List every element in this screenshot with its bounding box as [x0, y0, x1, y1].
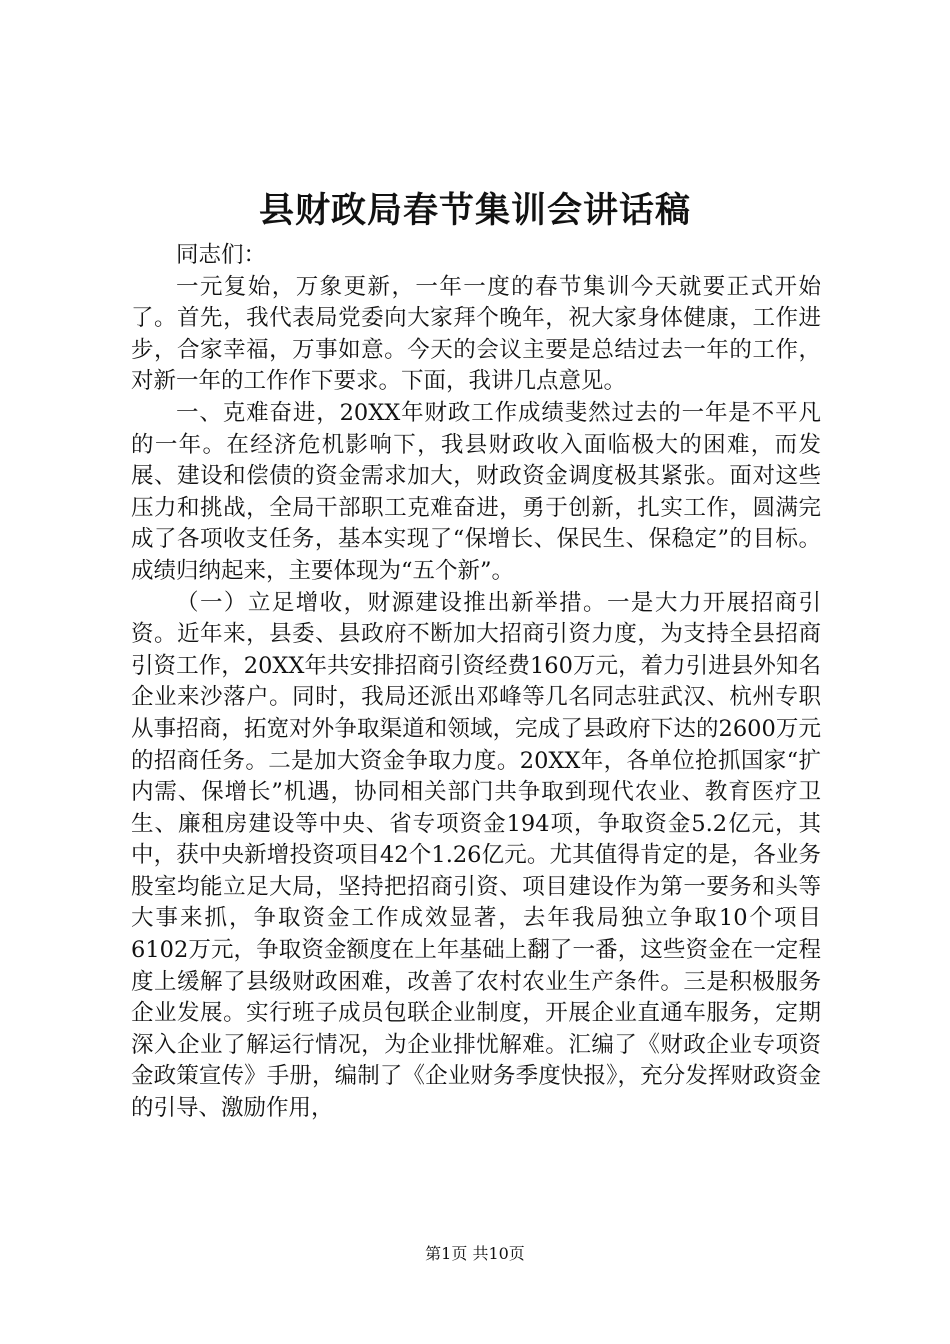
document-title: 县财政局春节集训会讲话稿: [258, 190, 691, 231]
subsection-one-paragraph: （一）立足增收，财源建设推出新举措。一是大力开展招商引资。近年来，县委、县政府不断加大招商引资力度，为支持全县招商引资工作，20XX年共安排招商引资经费160万元，着力引进县外知名企业来沙落户。同时，我局还派出邓峰等几名同志驻武汉、杭州专职从事招商，拓宽对外争取渠道和领域，完成了县政府下达的2600万元的招商任务。二是加大资金争取力度。20XX年，各单位抢抓国家“扩内需、保增长”机遇，协同相关部门共争取到现代农业、教育医疗卫生、廉租房建设等中央、省专项资金194项，争取资金5.2亿元，其中，获中央新增投资项目42个1.26亿元。尤其值得肯定的是，各业务股室均能立足大局，坚持把招商引资、项目建设作为第一要务和头等大事来抓，争取资金工作成效显著，去年我局独立争取10个项目6102万元，争取资金额度在上年基础上翻了一番，这些资金在一定程度上缓解了县级财政困难，改善了农村农业生产条件。三是积极服务企业发展。实行班子成员包联企业制度，开展企业直通车服务，定期深入企业了解运行情况，为企业排忧解难。汇编了《财政企业专项资金政策宣传》手册，编制了《企业财务季度快报》，充分发挥财政资金的引导、激励作用，: [131, 589, 821, 1122]
page-number: 第1页 共10页: [425, 1244, 525, 1263]
section-one-paragraph: 一、克难奋进，20XX年财政工作成绩斐然过去的一年是不平凡的一年。在经济危机影响下，我县财政收入面临极大的困难，而发展、建设和偿债的资金需求加大，财政资金调度极其紧张。面对这些压力和挑战，全局干部职工克难奋进，勇于创新，扎实工作，圆满完成了各项收支任务，基本实现了“保增长、保民生、保稳定”的目标。成绩归纳起来，主要体现为“五个新”。: [131, 399, 821, 584]
opening-paragraph: 一元复始，万象更新，一年一度的春节集训今天就要正式开始了。首先，我代表局党委向大家拜个晚年，祝大家身体健康，工作进步，合家幸福，万事如意。今天的会议主要是总结过去一年的工作，对新一年的工作作下要求。下面，我讲几点意见。: [131, 273, 821, 395]
salutation-paragraph: 同志们：: [176, 242, 267, 268]
page-footer: [0, 1243, 950, 1265]
document-body: [131, 240, 821, 1125]
